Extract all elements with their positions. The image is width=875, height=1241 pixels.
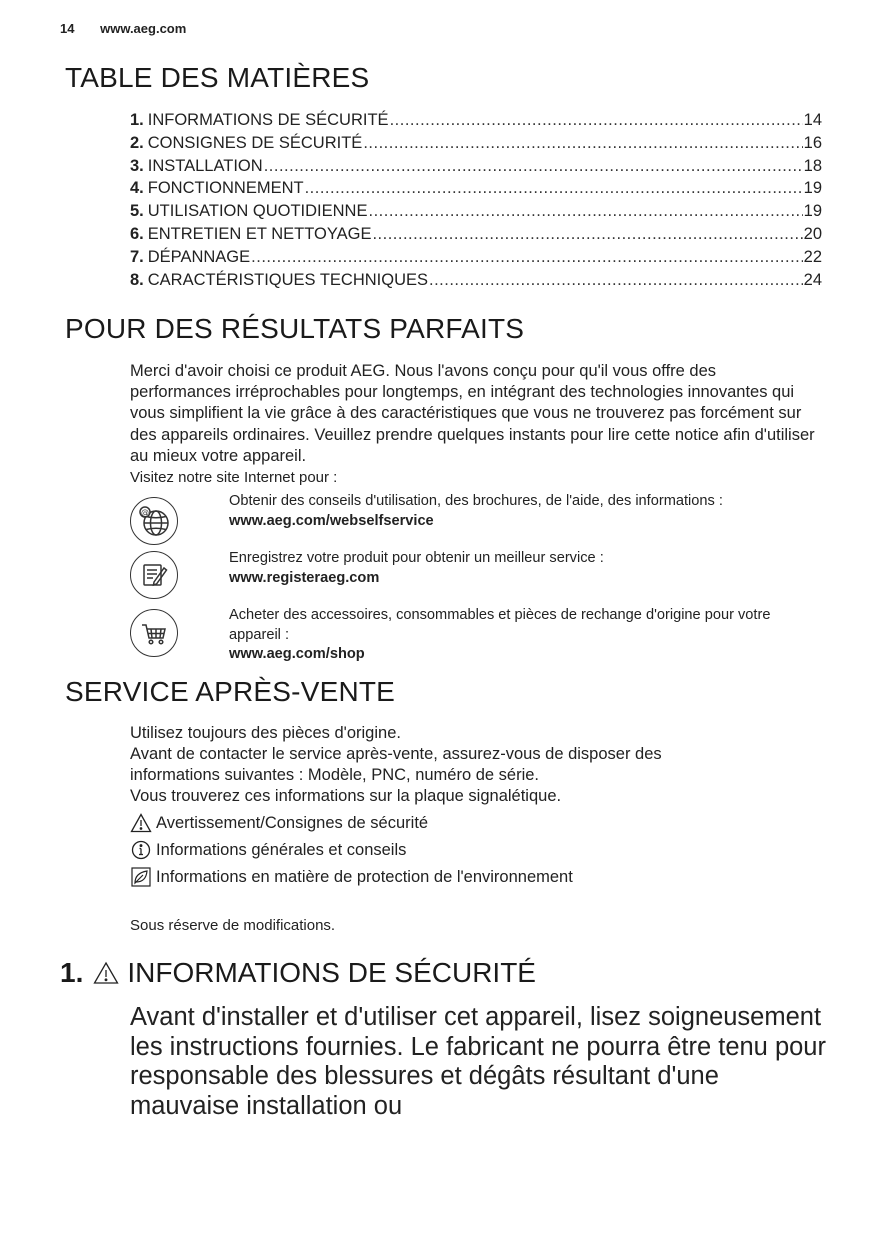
register-form-icon — [130, 551, 178, 599]
page-header — [60, 21, 186, 36]
link-description: Acheter des accessoires, consommables et pièces de rechange d'origine pour votre appareil : — [229, 607, 771, 643]
toc-item-page: 24 — [803, 270, 822, 289]
legend-info — [130, 839, 406, 861]
svg-text:@: @ — [141, 508, 149, 517]
toc-item-label: CONSIGNES DE SÉCURITÉ — [147, 133, 363, 152]
toc-item[interactable] — [130, 132, 822, 155]
toc-item-page: 19 — [803, 202, 822, 221]
legend-text: Informations générales et conseils — [156, 840, 407, 859]
toc-title: TABLE DES MATIÈRES — [65, 62, 370, 93]
toc-item-number: 1. — [130, 111, 144, 129]
warning-triangle-icon — [130, 812, 152, 834]
page-number: 14 — [60, 21, 75, 36]
toc-item-number: 3. — [130, 156, 144, 175]
toc-item-page: 20 — [803, 224, 822, 243]
toc-leader — [372, 223, 802, 246]
visit-text: Visitez notre site Internet pour : — [130, 469, 338, 486]
section-number: 1. — [60, 957, 84, 988]
toc-leader — [368, 200, 802, 223]
service-title: SERVICE APRÈS-VENTE — [65, 676, 396, 707]
toc-item[interactable] — [130, 223, 822, 246]
toc-item-number: 4. — [130, 179, 144, 198]
toc-item-number: 7. — [130, 247, 144, 266]
toc-leader — [251, 246, 802, 269]
legend-text: Avertissement/Consignes de sécurité — [156, 813, 429, 832]
safety-title-text: INFORMATIONS DE SÉCURITÉ — [127, 957, 536, 988]
shop-link[interactable]: www.aeg.com/shop — [229, 646, 365, 662]
safety-title — [60, 957, 536, 989]
results-title: POUR DES RÉSULTATS PARFAITS — [65, 313, 525, 344]
safety-intro: Avant d'installer et d'utiliser cet appareil, lisez soigneusement les instructions fournies. Le fabricant ne pourra être tenu pour responsable des blessures et dégâts résultant d'une mauvaise installation ou — [130, 1003, 826, 1120]
service-line-2: Avant de contacter le service après-vente, assurez-vous de disposer des informations suivantes : Modèle, PNC, numéro de série. — [130, 745, 662, 785]
toc-item-label: DÉPANNAGE — [147, 247, 251, 266]
register-link[interactable]: www.registeraeg.com — [229, 569, 380, 586]
toc-item-number: 5. — [130, 202, 144, 221]
toc-item[interactable] — [130, 109, 822, 132]
toc-item-label: FONCTIONNEMENT — [147, 179, 304, 198]
modifications-note: Sous réserve de modifications. — [130, 917, 336, 934]
toc-item-page: 19 — [803, 179, 822, 198]
toc-item-label: UTILISATION QUOTIDIENNE — [147, 202, 368, 221]
service-line-1: Utilisez toujours des pièces d'origine. — [130, 724, 401, 742]
toc-leader — [363, 132, 802, 155]
toc-item-label: INFORMATIONS DE SÉCURITÉ — [147, 111, 389, 129]
webselfservice-link[interactable]: www.aeg.com/webselfservice — [229, 512, 434, 529]
toc-item[interactable] — [130, 269, 822, 292]
toc-item[interactable] — [130, 177, 822, 200]
toc-item-number: 8. — [130, 270, 144, 289]
info-icon — [130, 839, 152, 861]
toc-item-page: 22 — [803, 247, 822, 266]
toc-item-page: 14 — [803, 111, 822, 129]
shopping-cart-icon — [130, 609, 178, 657]
service-line-3: Vous trouverez ces informations sur la plaque signalétique. — [130, 787, 562, 805]
toc-leader — [305, 177, 803, 200]
toc-item-number: 6. — [130, 224, 144, 243]
toc-item-page: 16 — [803, 133, 822, 152]
toc-item-number: 2. — [130, 133, 144, 152]
toc-item-label: ENTRETIEN ET NETTOYAGE — [147, 224, 372, 243]
link-description: Obtenir des conseils d'utilisation, des brochures, de l'aide, des informations : — [229, 493, 723, 509]
toc-item[interactable] — [130, 246, 822, 269]
toc-item[interactable] — [130, 155, 822, 178]
legend-environment — [130, 866, 573, 888]
toc-leader — [264, 155, 803, 178]
globe-icon — [130, 497, 178, 545]
link-description: Enregistrez votre produit pour obtenir un meilleur service : — [229, 550, 604, 566]
toc-leader — [390, 109, 803, 132]
legend-warning — [130, 812, 428, 834]
table-of-contents — [130, 109, 822, 291]
warning-triangle-icon — [93, 961, 119, 985]
toc-leader — [429, 269, 803, 292]
toc-item-page: 18 — [803, 156, 822, 175]
leaf-icon — [130, 866, 152, 888]
toc-item[interactable] — [130, 200, 822, 223]
results-intro: Merci d'avoir choisi ce produit AEG. Nous l'avons conçu pour qu'il vous offre des performances irréprochables pour longtemps, en intégrant des technologies innovantes qui vous simplifient la vie grâce à des caractéristiques que vous ne trouverez pas forcément sur des appareils ordinaires. Veuillez prendre quelques instants pour lire cette notice afin d'utiliser au mieux votre appareil. — [130, 362, 815, 465]
toc-item-label: INSTALLATION — [147, 156, 263, 175]
header-website[interactable]: www.aeg.com — [100, 21, 187, 36]
legend-text: Informations en matière de protection de l'environnement — [156, 867, 573, 886]
toc-item-label: CARACTÉRISTIQUES TECHNIQUES — [147, 270, 428, 289]
